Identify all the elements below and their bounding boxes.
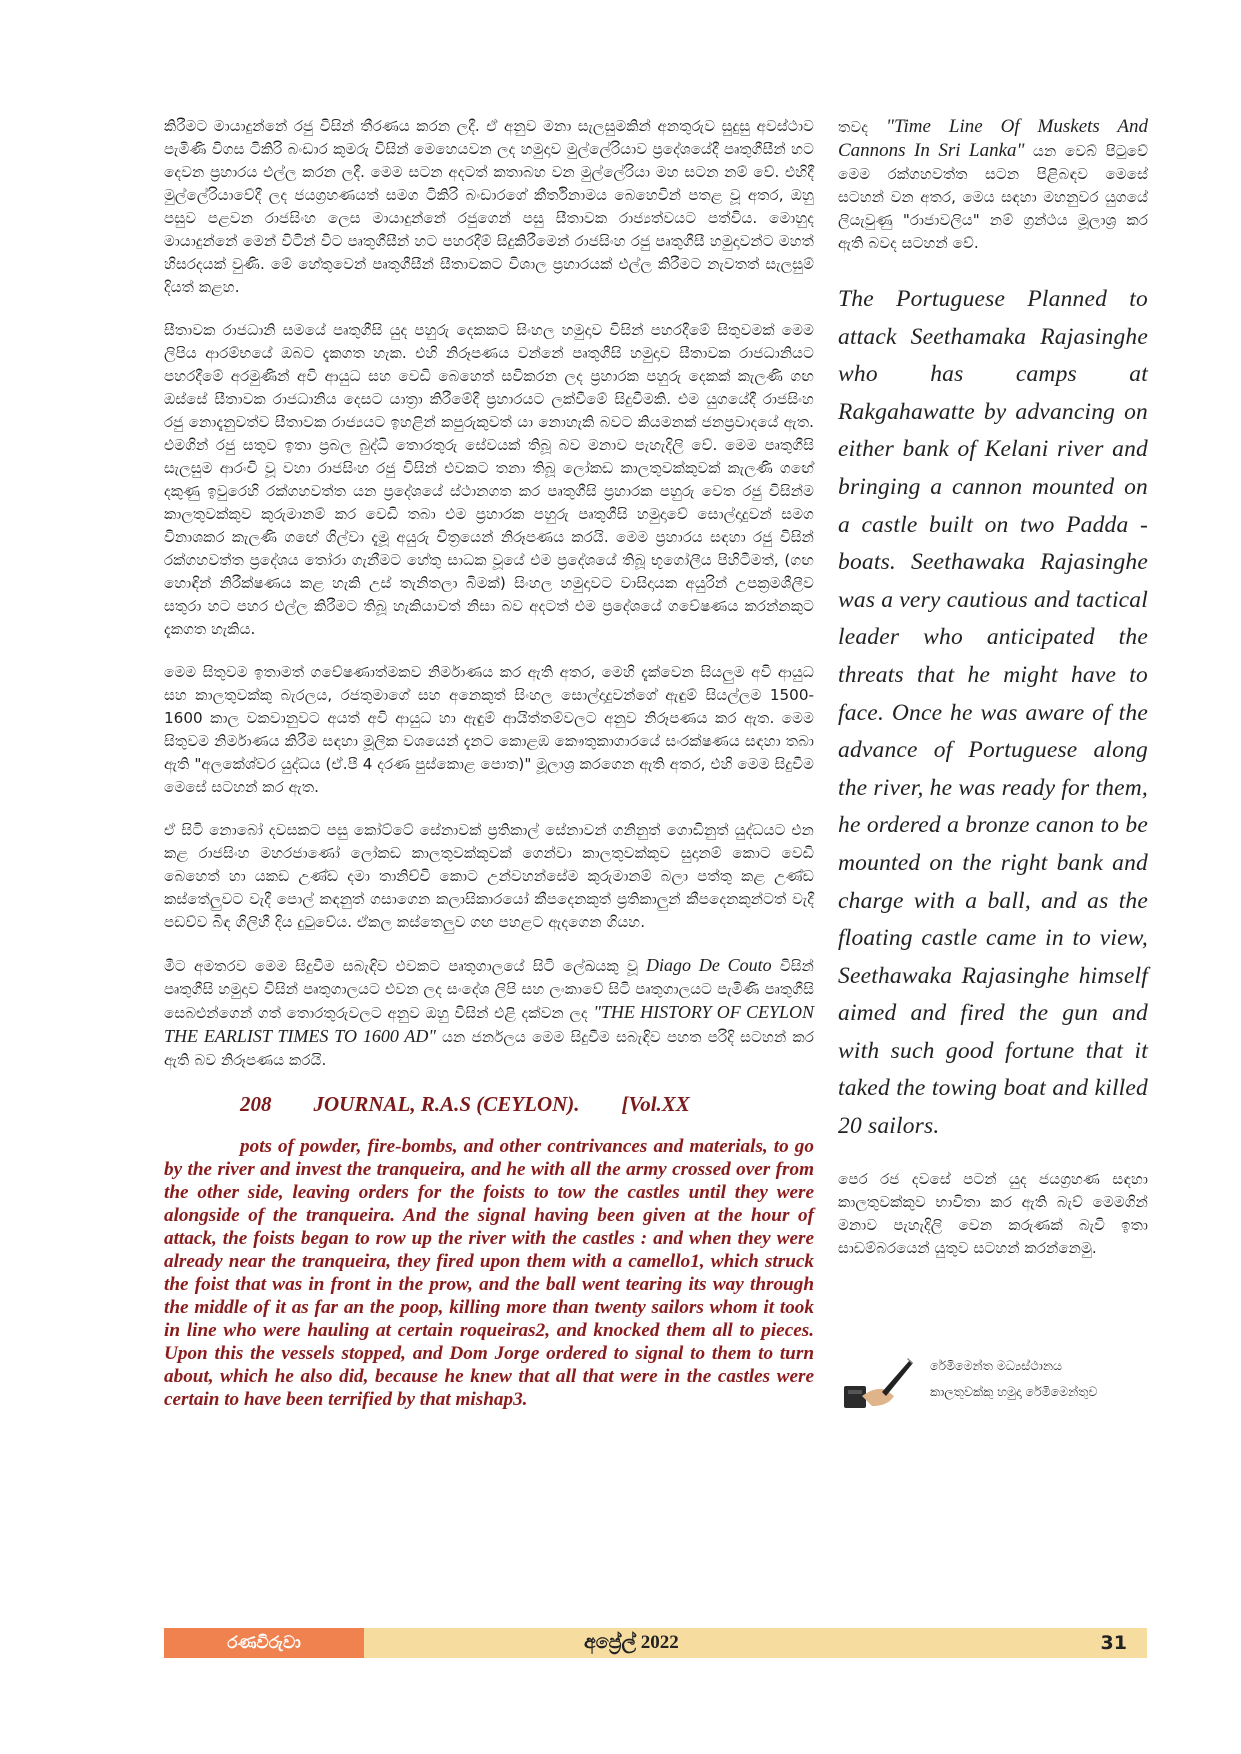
- closing-paragraph: පෙර රජ දවසේ පටන් යුද ජයග්‍රහණ සඳහා කාලතුවක්කුව භාවිතා කර ඇති බැව් මෙමගින් මනාව පැහැදිලි වෙන කරුණක් බැවි ඉතා සාඩම්බරයෙන් යුතුව සටහන් කරන්නෙමු.: [838, 1169, 1148, 1257]
- pen-hand-icon: [842, 1356, 914, 1412]
- credit-line-1: රේමිමෙන්ත මධ්‍යස්ථානය: [930, 1358, 1062, 1373]
- issue-month: අප්‍රේල් 2022: [584, 1632, 679, 1653]
- page-number: 31: [1100, 1632, 1127, 1654]
- page-footer: [164, 1628, 1147, 1658]
- para5-text-before: මීට අමතරව මෙම සිදුවීම සබැඳිව එවකට පෘතුගාලයේ සිටි ලේඛයකු වූ: [164, 957, 647, 975]
- source-note-rest: යන වෙබ් පිටුවේ මෙම රක්ගහවත්ත සටන පිළිබඳව මෙසේ සටහන් වන අතර, මෙය සඳහා මහනුවර යුගයේ ලියැවුණු "රාජාවලිය" නම් ග්‍රන්ථය මූලාශ්‍ර කර ඇති බවද සටහන් වේ.: [838, 142, 1148, 252]
- author-credit: [842, 1352, 1142, 1412]
- source-note-title: "Time Line Of Muskets And Cannons In Sri Lanka": [838, 116, 1148, 161]
- paragraph-3: මෙම සිතුවම ඉතාමත් ගවේෂණාත්මකව නිර්මාණය කර ඇති අතර, මෙහි දැක්වෙන සියලුම අවි ආයුධ සහ කාලතුවක්කු බැරලය, රජතුමාගේ සහ අනෙකුත් සිංහල සොල්දාදුවන්ගේ ඇඳුම් සියල්ලම 1500-1600 කාල වකවානුවට අයත් අවි ආයුධ හා ඇඳුම් ආයිත්තම්වලට අනුව නිරූපණය කර ඇත. මෙම සිතුවම නිර්මාණය කිරීම සඳහා මූලික වශයෙන් දැනට කොළඹ කෞතුකාගාරයේ සංරක්ෂණය සඳහා තබා ඇති "අලකේශ්වර යුද්ධය (ඒ.පී 4 දරණ පුස්කොළ පොත)" මූලාශ්‍ර කරගෙන ඇති අතර, එහි මෙම සිදුවීම මෙසේ සටහන් කර ඇත.: [164, 663, 814, 796]
- credit-line-2: කාලතුවක්කු හමුදා රේමිමෙන්තුව: [930, 1384, 1098, 1399]
- magazine-name: රණවිරුවා: [164, 1628, 364, 1658]
- paragraph-5: [164, 954, 814, 1072]
- paragraph-1: කිරීමට මායාදුන්නේ රජු විසින් තීරණය කරන ලදී. ඒ අනුව මනා සැලසුමකින් අනතුරුව සුදුසු අවස්ථාව පැමිණි විගස ටිකිරි බංඩාර කුමරු විසින් මෙහෙයවන ලද හමුදාව මුල්ලේරියාව ප්‍රදේශයේදී පෘතුගීසීන් හට දෙවන ප්‍රහාරය එල්ල කරන ලදී. මෙම සටන අදටත් කතාබහ වන මුල්ලේරියා මහ සටන නම් වේ. එහිදී මුල්ලේරියාවේදී ලද ජයග්‍රහණයත් සමග ටිකිරි බංඩාරගේ කීර්තිනාමය බෙහෙවින් පතළ වූ අතර, ඔහු පසුව පළවන රාජසිංහ ලෙස මායාදුන්නේ රජුගෙන් පසු සීතාවක රාජ්‍යත්වයට පත්විය. මොහුද මායාදුන්නේ මෙන් විටින් විට පෘතුගීසීන් හට පහරදීම් සිදුකිරීමෙන් රාජසිංහ රජු පෘතුගීසී හමුදාවන්ට මහත් හිසරදයක් වුණි. මේ හේතුවෙන් පෘතුගීසීන් සීතාවකට විශාල ප්‍රහාරයක් එල්ල කිරීමට නැවතත් සැලසුම් දියත් කළහ.: [164, 117, 814, 296]
- journal-heading: 208 JOURNAL, R.A.S (CEYLON). [Vol.XX: [240, 1092, 690, 1116]
- para5-text-mid: විසින් පෘතුගීසි හමුදාව විසින් පෘතුගාලයට එවන ලද සංදේශ ලිපි සහ ලංකාවේ සිටි පෘතුගාලයට පැමිණි පෘතුගීසි සෙබළුන්ගෙන් ගත් තොරතුරුවලට අනුව ඔහු විසින් එළි දක්වන ලද: [164, 957, 814, 1022]
- paragraph-4: ඒ සිටි නොබෝ දවසකට පසු කෝට්ටේ සේනාවක් ප්‍රතිකාල් සේනාවන් ගනිනුත් ගොඩිනුත් යුද්ධයට එන කළ රාජසිංහ මහරජාණෝ ලෝකඩ කාලතුවක්කුවක් ගෙන්වා කාලතුවක්කුව සුදානම් කොට වෙඩි බෙහෙත් හා යකඩ උණ්ඩ දමා තානිච්චි කොට උන්වහන්සේම කුරුමානම් බලා පත්තු කළ උණ්ඩ කස්තේලුවට වැදී පොල් කඳනුත් ගසාගෙන කලාසිකාරයෝ කීපදෙනකුත් ප්‍රතිකාලුන් කීපදෙනකුන්ටත් වැදී පඩව්ව බිඳ ගිලිහී දිය දුටුවේය. ඒකල කස්තෙලුව ගඟ පහළට ඇදගෙන ගියහ.: [164, 821, 814, 931]
- source-note-prefix: තවද: [838, 118, 887, 136]
- english-callout: The Portuguese Planned to attack Seethamaka Rajasinghe who has camps at Rakgahawatte by advancing on either bank of Kelani river and bringing a cannon mounted on a castle built on two Padda - boats. Seethawaka Rajasinghe was a very cautious and tactical leader who anticipated the threats that he might have to face. Once he was aware of the advance of Portuguese along the river, he was ready for them, he ordered a bronze canon to be mounted on the right bank and charge with a ball, and as the floating castle came in to view, Seethawaka Rajasinghe himself aimed and fired the gun and with such good fortune that it taked the towing boat and killed 20 sailors.: [838, 286, 1148, 1140]
- author-name: Diago De Couto: [646, 955, 772, 975]
- right-column: [838, 115, 1148, 1260]
- book-title: "THE HISTORY OF CEYLON THE EARLIST TIMES TO 1600 AD": [164, 1002, 814, 1046]
- left-column: [164, 115, 814, 1411]
- source-note: [838, 115, 1148, 255]
- para5-text-after: යන ජර්නලය මෙම සිදුවීම සබැඳිව පහත පරිදි සටහන් කර ඇති බව නිරූපණය කරයි.: [164, 1028, 815, 1069]
- journal-quote: pots of powder, fire-bombs, and other contrivances and materials, to go by the river and invest the tranqueira, and he with all the army crossed over from the other side, leaving orders for the foists to tow the castles until they were alongside of the tranqueira. And the signal having been given at the hour of attack, the foists began to row up the river with the castles : and when they were already near the tranqueira, they fired upon them with a camello1, which struck the foist that was in front in the prow, and the ball went tearing its way through the middle of it as far an the poop, killing more than twenty sailors whom it took in line who were hauling at certain roqueiras2, and knocked them all to pieces. Upon this the vessels stopped, and Dom Jorge ordered to signal to them to turn about, which he also did, because he knew that all that were in the castles were certain to have been terrified by that mishap3.: [164, 1136, 814, 1410]
- paragraph-2: සීතාවක රාජධානි සමයේ පෘතුගීසි යුද පහුරු දෙකකට සිංහල හමුදාව විසින් පහරදීමේ සිතුවමක් මෙම ලිපිය ආරම්භයේ ඔබට දැකගත හැක. එහි නිරූපණය වන්නේ පෘතුගීසි හමුදාව සීතාවක රාජධානියට පහරදීමේ අරමුණින් අවි ආයුධ සහ වෙඩි බෙහෙත් සවිකරන ලද ප්‍රහාරක පහුරු දෙකක් කැලණි ගඟ ඔස්සේ සීතාවක රාජධානිය දෙසට යාත්‍රා කිරීමේදී ප්‍රහාරයට ලක්වීමේ සිදුවීමකි. එම යුගයේදී රාජසිංහ රජු නොදැනුවත්ව සීතාවක රාජ්‍යයට ඉහළින් කපුරුකුවත් යා නොහැකි බවට කියමනක් ජනප්‍රවාදයේ ඇත. එමගින් රජු සතුව ඉතා ප්‍රබල බුද්ධි තොරතුරු සේවයක් තිබූ බව මනාව පැහැදිලි වේ. මෙම පෘතුගීසි සැලසුම ආරංචි වූ වහා රාජසිංහ රජු විසින් එවකට තනා තිබූ ලෝකඩ කාලතුවක්කුවක් කැලණි ගඟේ දකුණු ඉවුරෙහි රක්ගහවත්ත යන ප්‍රදේශයේ ස්ථානගත කර පෘතුගීසි ප්‍රහාරක පහුරු වෙත රජු විසින්ම කාලතුවක්කුව කුරුමානම් කර වෙඩි තබා එම ප්‍රහාරක පහුරු පෘතුගීසි හමුදාවේ සොල්දාදුවන් සමග විනාශකර කැලණි ගඟේ ගිල්වා දැමූ අයුරු චිත්‍රයෙන් නිරූපණය කරයි. මෙම ප්‍රහාරය සඳහා රජු විසින් රක්ගහවත්ත ප්‍රදේශය තෝරා ගැනීමට හේතු සාධක වූයේ එම ප්‍රදේශයේ තිබූ භූගෝලීය පිහිටීමත්, (ගඟ හොඳින් නිරීක්ෂණය කළ හැකි උස් තැනිතලා බිමක්) සිංහල හමුදාවට වාසිදායක අයුරින් උපක්‍රමශීලීව සතුරා හට පහර එල්ල කිරීමට තිබූ හැකියාවත් නිසා බව අදටත් එම ප්‍රදේශයේ ගවේෂණය කරන්නකුට දැකගත හැකිය.: [164, 321, 814, 638]
